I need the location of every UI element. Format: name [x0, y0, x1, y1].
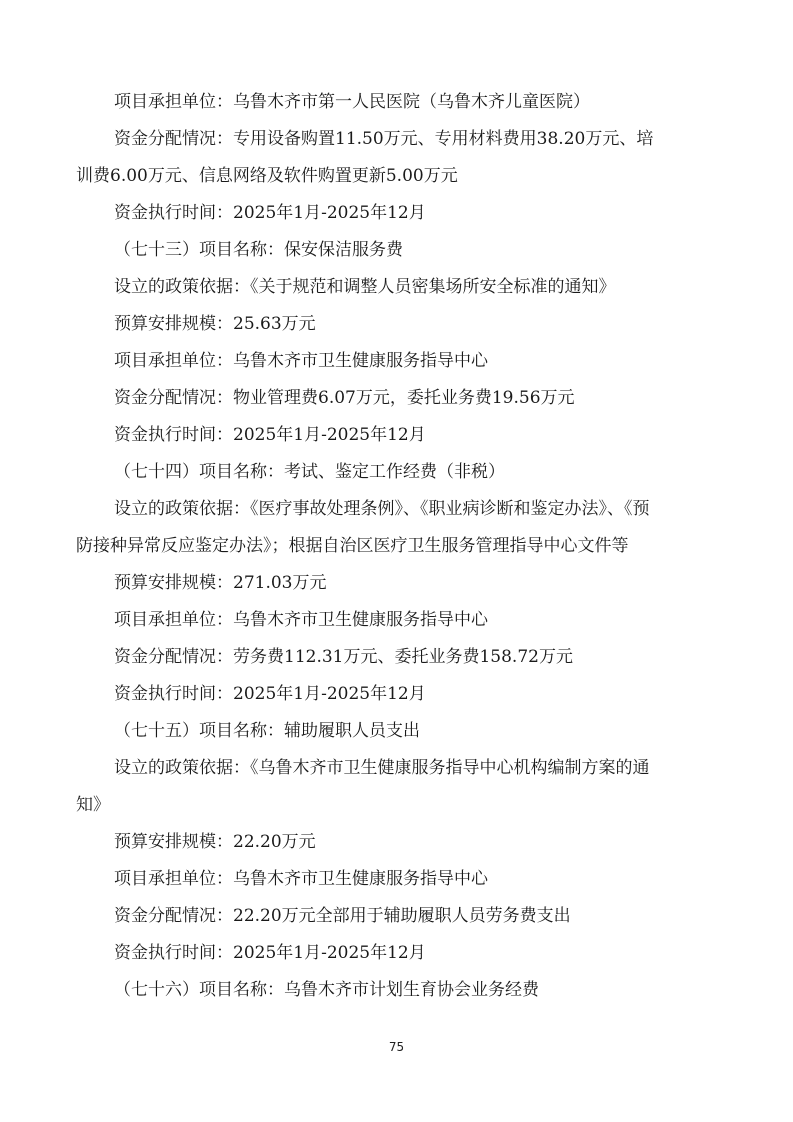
project-title-73: （七十三）项目名称：保安保洁服务费 [114, 240, 403, 260]
budget-scale-74: 预算安排规模：271.03万元 [114, 573, 327, 593]
fund-allocation-74: 资金分配情况：劳务费112.31万元、委托业务费158.72万元 [114, 647, 573, 667]
policy-basis-75-line2: 知》 [76, 795, 110, 815]
page-number: 75 [388, 1040, 405, 1054]
project-title-74: （七十四）项目名称：考试、鉴定工作经费（非税） [114, 462, 505, 482]
project-title-76: （七十六）项目名称：乌鲁木齐市计划生育协会业务经费 [114, 980, 539, 1000]
execution-time-72: 资金执行时间：2025年1月-2025年12月 [114, 203, 426, 223]
budget-scale-75: 预算安排规模：22.20万元 [114, 832, 316, 852]
fund-allocation-75: 资金分配情况：22.20万元全部用于辅助履职人员劳务费支出 [114, 906, 571, 926]
fund-allocation-72-line1: 资金分配情况：专用设备购置11.50万元、专用材料费用38.20万元、培 [114, 129, 654, 149]
undertaking-unit-72: 项目承担单位：乌鲁木齐市第一人民医院（乌鲁木齐儿童医院） [114, 92, 590, 112]
policy-basis-74-line1: 设立的政策依据：《医疗事故处理条例》、《职业病诊断和鉴定办法》、《预 [114, 499, 650, 519]
fund-allocation-72-line2: 训费6.00万元、信息网络及软件购置更新5.00万元 [76, 166, 458, 186]
execution-time-75: 资金执行时间：2025年1月-2025年12月 [114, 943, 426, 963]
policy-basis-74-line2: 防接种异常反应鉴定办法》；根据自治区医疗卫生服务管理指导中心文件等 [76, 536, 629, 556]
execution-time-73: 资金执行时间：2025年1月-2025年12月 [114, 425, 426, 445]
document-body [76, 84, 716, 1009]
policy-basis-73: 设立的政策依据：《关于规范和调整人员密集场所安全标准的通知》 [114, 277, 616, 297]
fund-allocation-73: 资金分配情况：物业管理费6.07万元，委托业务费19.56万元 [114, 388, 575, 408]
policy-basis-75-line1: 设立的政策依据：《乌鲁木齐市卫生健康服务指导中心机构编制方案的通 [114, 758, 650, 778]
undertaking-unit-75: 项目承担单位：乌鲁木齐市卫生健康服务指导中心 [114, 869, 488, 889]
project-title-75: （七十五）项目名称：辅助履职人员支出 [114, 721, 420, 741]
budget-scale-73: 预算安排规模：25.63万元 [114, 314, 316, 334]
undertaking-unit-74: 项目承担单位：乌鲁木齐市卫生健康服务指导中心 [114, 610, 488, 630]
execution-time-74: 资金执行时间：2025年1月-2025年12月 [114, 684, 426, 704]
undertaking-unit-73: 项目承担单位：乌鲁木齐市卫生健康服务指导中心 [114, 351, 488, 371]
